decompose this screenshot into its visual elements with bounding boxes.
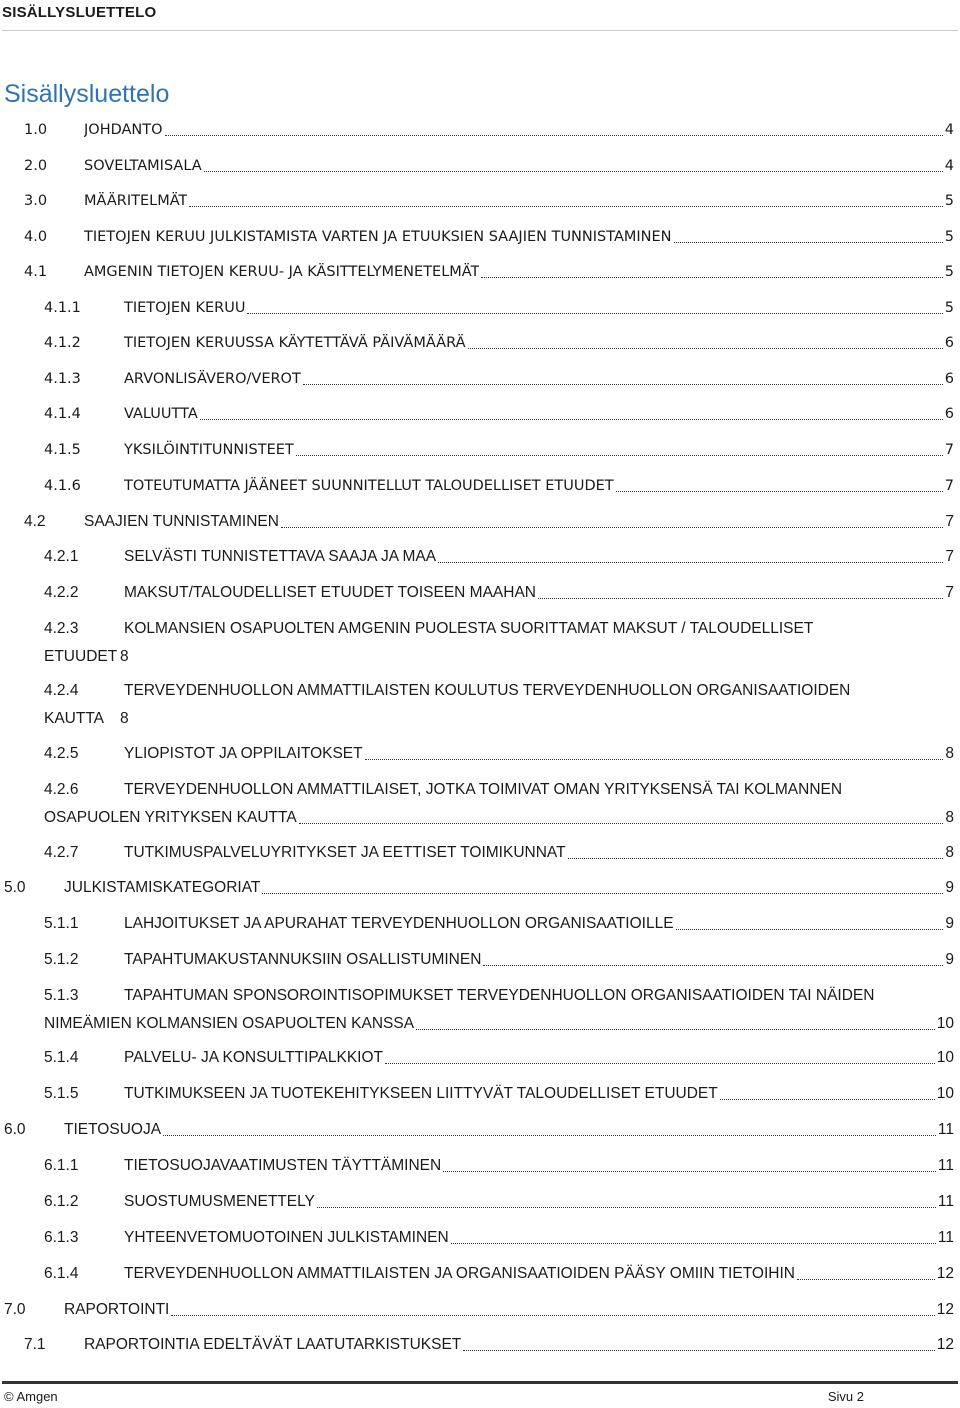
toc-entry-page: 4	[944, 122, 954, 138]
toc-entry-title: JOHDANTO	[84, 122, 163, 138]
toc-entry-number: 5.1.3	[44, 987, 79, 1004]
toc-entry[interactable]	[44, 1153, 954, 1179]
dot-leader	[281, 527, 943, 528]
toc-entry[interactable]	[4, 1117, 954, 1143]
toc-entry-title: TAPAHTUMAKUSTANNUKSIIN OSALLISTUMINEN	[124, 951, 482, 968]
toc-entry-title: SAAJIEN TUNNISTAMINEN	[84, 513, 279, 530]
toc-entry-page: 11	[937, 1157, 954, 1174]
toc-entry-number: 4.2.6	[44, 781, 79, 798]
toc-entry-number: 7.0	[4, 1301, 26, 1318]
footer-copyright: © Amgen	[4, 1389, 58, 1404]
toc-entry-number: 6.1.1	[44, 1157, 79, 1174]
toc-entry-page: 7	[945, 548, 954, 565]
dot-leader	[189, 206, 942, 207]
toc-entry[interactable]	[24, 188, 954, 214]
toc-entry-title: TIETOSUOJAVAATIMUSTEN TÄYTTÄMINEN	[124, 1157, 442, 1174]
toc-entry-title-line1: TAPAHTUMAN SPONSOROINTISOPIMUKSET TERVEYDENHUOLLON ORGANISAATIOIDEN TAI NÄIDEN	[124, 987, 875, 1004]
dot-leader	[483, 965, 943, 966]
toc-entry-number: 4.2	[24, 513, 46, 530]
toc-entry[interactable]	[24, 224, 954, 250]
toc-entry-page: 5	[944, 229, 954, 245]
toc-entry-number: 4.2.7	[44, 844, 79, 861]
dot-leader	[165, 135, 943, 136]
toc-entry[interactable]	[44, 401, 954, 427]
toc-entry-title: SOVELTAMISALA	[84, 158, 202, 174]
toc-entry-title: JULKISTAMISKATEGORIAT	[64, 879, 261, 896]
toc-entry-page: 6	[944, 371, 954, 387]
toc-entry[interactable]	[24, 117, 954, 143]
dot-leader	[163, 1135, 936, 1136]
toc-entry-title: TERVEYDENHUOLLON AMMATTILAISTEN JA ORGANISAATIOIDEN PÄÄSY OMIIN TIETOIHIN	[124, 1265, 795, 1282]
toc-entry-title: VALUUTTA	[124, 406, 198, 422]
toc-entry-title: AMGENIN TIETOJEN KERUU- JA KÄSITTELYMENETELMÄT	[84, 264, 480, 280]
dot-leader	[616, 491, 943, 492]
dot-leader	[262, 893, 943, 894]
toc-entry-number: 4.2.5	[44, 745, 79, 762]
toc-entry-number: 6.1.4	[44, 1265, 79, 1282]
toc-entry-number: 6.1.3	[44, 1229, 79, 1246]
toc-entry-page: 6	[944, 406, 954, 422]
toc-entry-title-line2: NIMEÄMIEN KOLMANSIEN OSAPUOLTEN KANSSA	[44, 1015, 415, 1032]
toc-entry-page: 7	[944, 442, 954, 458]
toc-entry[interactable]	[44, 437, 954, 463]
toc-entry-number: 6.0	[4, 1121, 26, 1138]
dot-leader	[296, 455, 943, 456]
toc-entry-page: 10	[936, 1049, 954, 1066]
toc-entry-page: 8	[945, 745, 954, 762]
toc-entry-number: 4.2.1	[44, 548, 79, 565]
toc-entry-number: 4.1.6	[44, 478, 81, 494]
toc-entry-page: 9	[945, 915, 954, 932]
toc-entry-title-line2: ETUUDET	[44, 648, 118, 665]
dot-leader	[385, 1063, 935, 1064]
toc-entry[interactable]	[24, 259, 954, 285]
toc-entry[interactable]	[44, 911, 954, 937]
toc-entry-title: TUTKIMUSPALVELUYRITYKSET JA EETTISET TOIMIKUNNAT	[124, 844, 566, 861]
toc-entry-title: TOTEUTUMATTA JÄÄNEET SUUNNITELLUT TALOUDELLISET ETUUDET	[124, 478, 614, 494]
toc-entry-title: ARVONLISÄVERO/VEROT	[124, 371, 301, 387]
toc-entry-page: 5	[944, 264, 954, 280]
toc-entry-page: 5	[944, 193, 954, 209]
toc-entry-number: 4.1.5	[44, 442, 81, 458]
toc-entry-number: 1.0	[24, 122, 48, 138]
toc-entry-title: YLIOPISTOT JA OPPILAITOKSET	[124, 745, 363, 762]
toc-entry[interactable]	[44, 983, 954, 1037]
toc-entry[interactable]	[44, 473, 954, 499]
dot-leader	[303, 384, 943, 385]
dot-leader	[416, 1029, 935, 1030]
toc-entry[interactable]	[4, 1297, 954, 1323]
toc-entry-title: RAPORTOINTIA EDELTÄVÄT LAATUTARKISTUKSET	[84, 1336, 462, 1353]
toc-entry[interactable]	[44, 678, 954, 732]
toc-entry[interactable]	[44, 330, 954, 356]
toc-entry-title: RAPORTOINTI	[64, 1301, 170, 1318]
toc-entry[interactable]	[44, 366, 954, 392]
toc-entry-title-line2: KAUTTA	[44, 710, 104, 727]
toc-entry-number: 4.1	[24, 264, 48, 280]
toc-entry-page: 6	[944, 335, 954, 351]
toc-entry[interactable]	[44, 580, 954, 606]
dot-leader	[438, 562, 943, 563]
toc-entry-title: LAHJOITUKSET JA APURAHAT TERVEYDENHUOLLON ORGANISAATIOILLE	[124, 915, 674, 932]
toc-entry-number: 7.1	[24, 1336, 46, 1353]
toc-entry-page: 10	[936, 1085, 954, 1102]
toc-entry-title: TIETOJEN KERUUSSA KÄYTETTÄVÄ PÄIVÄMÄÄRÄ	[124, 335, 466, 351]
toc-entry-page: 4	[944, 158, 954, 174]
toc-entry-page: 8	[945, 809, 954, 826]
toc-entry-number: 4.0	[24, 229, 48, 245]
toc-entry-page: 7	[945, 513, 954, 530]
toc-entry[interactable]	[44, 741, 954, 767]
toc-entry-page: 9	[945, 951, 954, 968]
toc-entry-title: MAKSUT/TALOUDELLISET ETUUDET TOISEEN MAAHAN	[124, 584, 536, 601]
dot-leader	[317, 1207, 936, 1208]
toc-entry[interactable]	[44, 1189, 954, 1215]
dot-leader	[171, 1315, 934, 1316]
toc-entry-title-line2: OSAPUOLEN YRITYKSEN KAUTTA	[44, 809, 297, 826]
toc-entry-number: 5.1.1	[44, 915, 79, 932]
toc-entry[interactable]	[24, 153, 954, 179]
dot-leader	[720, 1099, 935, 1100]
toc-entry[interactable]	[44, 295, 954, 321]
footer-page-number: Sivu 2	[827, 1389, 864, 1404]
toc-entry-title-line1: KOLMANSIEN OSAPUOLTEN AMGENIN PUOLESTA SUORITTAMAT MAKSUT / TALOUDELLISET	[124, 620, 814, 637]
toc-entry-page: 11	[937, 1229, 954, 1246]
dot-leader	[365, 759, 944, 760]
dot-leader	[200, 419, 943, 420]
toc-entry-page: 9	[945, 879, 954, 896]
toc-entry-number: 4.1.1	[44, 300, 81, 316]
toc-entry[interactable]	[44, 1261, 954, 1287]
toc-entry-number: 5.1.4	[44, 1049, 79, 1066]
toc-entry-number: 4.1.3	[44, 371, 81, 387]
toc-entry-number: 5.1.2	[44, 951, 79, 968]
toc-entry-title: SELVÄSTI TUNNISTETTAVA SAAJA JA MAA	[124, 548, 437, 565]
dot-leader	[481, 277, 942, 278]
toc-entry-page: 5	[944, 300, 954, 316]
toc-entry[interactable]	[4, 875, 954, 901]
toc-entry-title: MÄÄRITELMÄT	[84, 193, 188, 209]
toc-entry-page: 7	[944, 478, 954, 494]
dot-leader	[451, 1243, 936, 1244]
toc-entry-number: 4.2.4	[44, 682, 79, 699]
dot-leader	[538, 598, 943, 599]
toc-entry-page: 11	[937, 1121, 954, 1138]
toc-entry-page: 12	[936, 1336, 954, 1353]
toc-entry-page: 11	[937, 1193, 954, 1210]
dot-leader	[797, 1279, 935, 1280]
dot-leader	[676, 929, 944, 930]
toc-entry[interactable]	[44, 544, 954, 570]
toc-entry-page: 8	[120, 648, 129, 665]
toc-entry-number: 4.2.3	[44, 620, 79, 637]
toc-entry[interactable]	[44, 1045, 954, 1071]
toc-entry-title: TUTKIMUKSEEN JA TUOTEKEHITYKSEEN LIITTYVÄT TALOUDELLISET ETUUDET	[124, 1085, 718, 1102]
toc-entry[interactable]	[24, 509, 954, 535]
toc-entry-number: 4.1.4	[44, 406, 81, 422]
toc-entry-number: 4.2.2	[44, 584, 79, 601]
toc-entry-title: YKSILÖINTITUNNISTEET	[124, 442, 294, 458]
toc-entry-number: 5.0	[4, 879, 26, 896]
toc-entry-number: 4.1.2	[44, 335, 81, 351]
toc-entry-title: PALVELU- JA KONSULTTIPALKKIOT	[124, 1049, 383, 1066]
toc-entry[interactable]	[44, 947, 954, 973]
toc-entry-title: TIETOJEN KERUU JULKISTAMISTA VARTEN JA ETUUKSIEN SAAJIEN TUNNISTAMINEN	[84, 229, 672, 245]
toc-entry-title-line1: TERVEYDENHUOLLON AMMATTILAISTEN KOULUTUS TERVEYDENHUOLLON ORGANISAATIOIDEN	[124, 682, 851, 699]
toc-entry-page: 8	[945, 844, 954, 861]
toc-entry-title-line1: TERVEYDENHUOLLON AMMATTILAISET, JOTKA TOIMIVAT OMAN YRITYKSENSÄ TAI KOLMANNEN	[124, 781, 843, 798]
toc-entry[interactable]	[24, 1332, 954, 1358]
header-title: SISÄLLYSLUETTELO	[2, 4, 157, 21]
toc-entry-title: SUOSTUMUSMENETTELY	[124, 1193, 315, 1210]
dot-leader	[463, 1350, 934, 1351]
toc-entry-title: TIETOJEN KERUU	[124, 300, 246, 316]
toc-entry-number: 5.1.5	[44, 1085, 79, 1102]
toc-entry[interactable]	[44, 777, 954, 831]
toc-entry[interactable]	[44, 1081, 954, 1107]
toc-heading: Sisällysluettelo	[4, 80, 170, 108]
toc-entry-page: 12	[936, 1301, 954, 1318]
toc-entry[interactable]	[44, 616, 954, 670]
toc-entry[interactable]	[44, 1225, 954, 1251]
toc-entry-number: 6.1.2	[44, 1193, 79, 1210]
dot-leader	[468, 348, 943, 349]
toc-entry-page: 10	[936, 1015, 954, 1032]
dot-leader	[247, 313, 942, 314]
toc-entry-title: YHTEENVETOMUOTOINEN JULKISTAMINEN	[124, 1229, 449, 1246]
toc-entry[interactable]	[44, 840, 954, 866]
toc-entry-page: 12	[936, 1265, 954, 1282]
dot-leader	[568, 858, 944, 859]
dot-leader	[299, 823, 944, 824]
footer-divider	[2, 1381, 958, 1384]
toc-entry-page: 8	[120, 710, 129, 727]
toc-entry-number: 3.0	[24, 193, 48, 209]
dot-leader	[204, 171, 943, 172]
toc-entry-title: TIETOSUOJA	[64, 1121, 162, 1138]
toc-entry-number: 2.0	[24, 158, 48, 174]
dot-leader	[674, 242, 943, 243]
dot-leader	[443, 1171, 936, 1172]
toc-entry-page: 7	[945, 584, 954, 601]
